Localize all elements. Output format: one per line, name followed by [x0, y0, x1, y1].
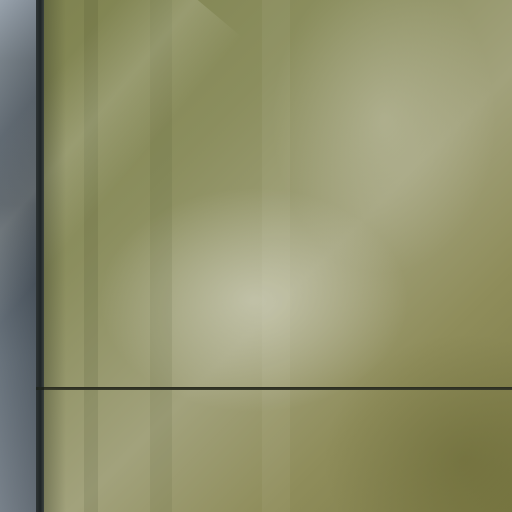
vertical-seam — [36, 0, 44, 512]
joint-seam-intersection — [36, 387, 44, 390]
horizontal-joint-line — [44, 387, 512, 390]
panel-left-edge — [44, 0, 66, 512]
panel-light-band — [262, 0, 290, 512]
